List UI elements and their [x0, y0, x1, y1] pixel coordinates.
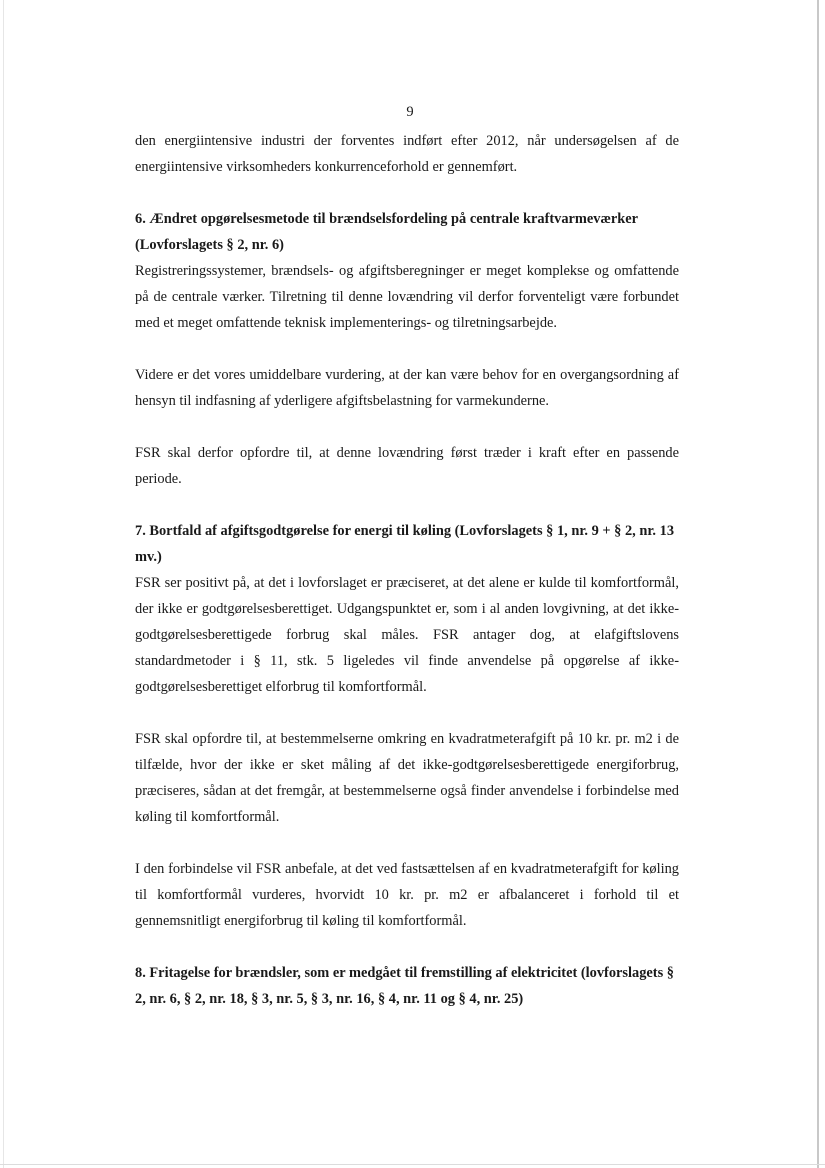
section-6-paragraph-2: Videre er det vores umiddelbare vurdering, at der kan være behov for en overgangsordning af hensyn til indfasning af yderligere afgiftsbelastning for varmekunderne.: [135, 367, 679, 409]
section-7-paragraph-2: FSR skal opfordre til, at bestemmelserne omkring en kvadratmeterafgift på 10 kr. pr. m2 i de tilfælde, hvor der ikke er sket måling af det ikke-godtgørelsesberettigede energiforbrug, præciseres, sådan at det fremgår, at bestemmelserne også finder anvendelse i forbindelse med køling til komfortformål.: [135, 731, 679, 825]
page-number: 9: [406, 104, 414, 120]
section-6-heading: 6. Ændret opgørelsesmetode til brændselsfordeling på centrale kraftvarmeværker (Lovforslagets § 2, nr. 6): [135, 211, 638, 253]
section-6-paragraph-1: Registreringssystemer, brændsels- og afgiftsberegninger er meget komplekse og omfattende på de centrale værker. Tilretning til denne lovændring vil derfor forventeligt være forbundet med et meget omfattende teknisk implementerings- og tilretningsarbejde.: [135, 263, 679, 331]
section-7-paragraph-3: I den forbindelse vil FSR anbefale, at det ved fastsættelsen af en kvadratmeterafgift for køling til komfortformål vurderes, hvorvidt 10 kr. pr. m2 er afbalanceret i forhold til et gennemsnitligt energiforbrug til køling til komfortformål.: [135, 861, 679, 929]
document-body: [135, 128, 679, 1012]
scan-edge-left: [3, 0, 4, 1168]
intro-paragraph: den energiintensive industri der forventes indført efter 2012, når undersøgelsen af de energiintensive virksomheders konkurrenceforhold er gennemført.: [135, 133, 679, 175]
scan-edge-bottom: [0, 1164, 825, 1165]
scan-edge-right: [817, 0, 819, 1168]
section-8-heading: 8. Fritagelse for brændsler, som er medgået til fremstilling af elektricitet (lovforslagets § 2, nr. 6, § 2, nr. 18, § 3, nr. 5, § 3, nr. 16, § 4, nr. 11 og § 4, nr. 25): [135, 965, 674, 1007]
section-7-heading: 7. Bortfald af afgiftsgodtgørelse for energi til køling (Lovforslagets § 1, nr. 9 + § 2, nr. 13 mv.): [135, 523, 675, 565]
section-6-paragraph-3: FSR skal derfor opfordre til, at denne lovændring først træder i kraft efter en passende periode.: [135, 445, 679, 487]
section-7-paragraph-1: FSR ser positivt på, at det i lovforslaget er præciseret, at det alene er kulde til komfortformål, der ikke er godtgørelsesberettiget. Udgangspunktet er, som i al anden lovgivning, at det ikke-godtgørelsesberettigede forbrug skal måles. FSR antager dog, at elafgiftslovens standardmetoder i § 11, stk. 5 ligeledes vil finde anvendelse på opgørelse af ikke-godtgørelsesberettiget elforbrug til komfortformål.: [135, 575, 679, 695]
